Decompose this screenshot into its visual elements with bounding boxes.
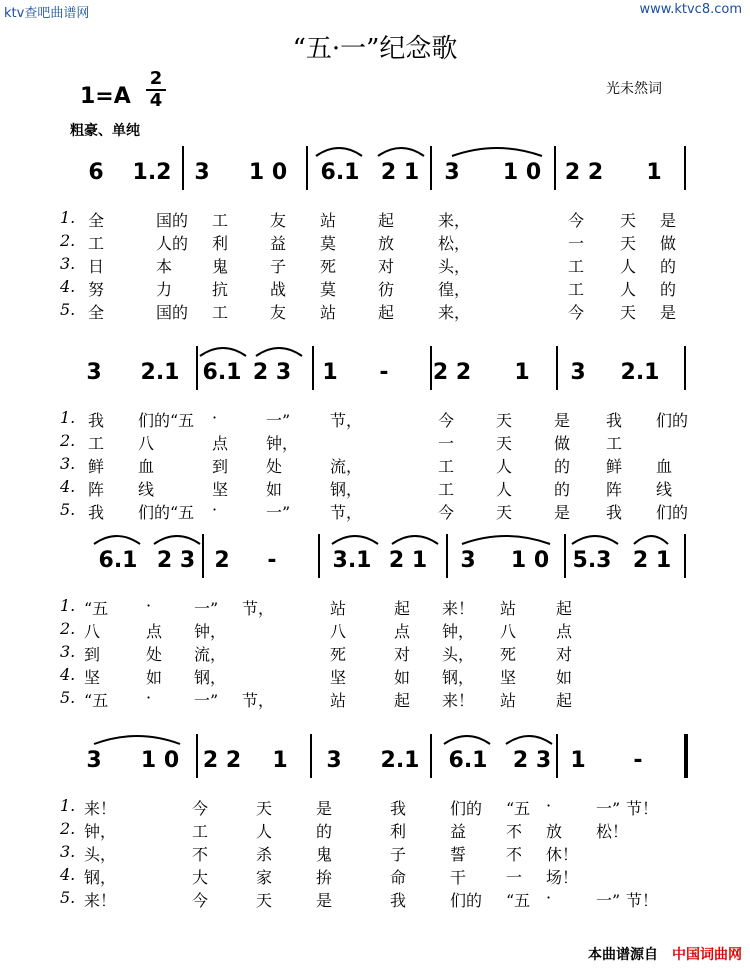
lyric-syllable: 天 [620,303,637,322]
verse-number: 2. [60,819,76,838]
note: 2 [214,548,230,573]
lyric-syllable: 节， [242,599,275,618]
watermark-right: www.ktvc8.com [639,2,742,17]
lyric-syllable: 阵 [88,480,105,499]
lyric-syllable: 做 [554,434,571,453]
lyric-syllable: 点 [394,622,411,641]
lyric-syllable: 如 [394,668,411,687]
lyric-syllable: 对 [556,645,573,664]
lyric-syllable: 日 [88,257,105,276]
note: 2 1 [632,548,672,573]
note: 3 [194,160,210,185]
note: 2 2 [564,160,604,185]
lyric-syllable: 友 [270,303,287,322]
lyric-syllable: 到 [84,645,101,664]
lyric-syllable: 工 [568,257,585,276]
lyric-syllable: 天 [256,891,273,910]
lyric-syllable: 钟， [266,434,299,453]
lyric-syllable: 节！ [626,891,659,910]
lyric-syllable: 死 [320,257,337,276]
lyric-syllable: 我 [606,503,623,522]
lyric-syllable: 我 [88,411,105,430]
lyric-syllable: 起 [378,303,395,322]
note: 1 [272,748,288,773]
lyric-syllable: 到 [212,457,229,476]
lyric-syllable: 人的 [156,234,189,253]
lyric-syllable: 天 [496,503,513,522]
lyric-syllable: 誓 [450,845,467,864]
lyric-syllable: 们的 [656,411,689,430]
verse-number: 5. [60,500,76,519]
lyric-syllable: 子 [390,845,407,864]
lyric-syllable: 抗 [212,280,229,299]
note: 6 [88,160,104,185]
verse-number: 5. [60,888,76,907]
lyric-syllable: 休！ [546,845,579,864]
lyric-syllable: 坚 [500,668,517,687]
note: 1 0 [510,548,550,573]
lyric-syllable: 八 [500,622,517,641]
verse-number: 4. [60,665,76,684]
note: 5.3 [572,548,612,573]
note: 2.1 [620,360,660,385]
slur-marks [0,548,750,588]
lyric-syllable: 站 [320,303,337,322]
lyric-syllable: 不 [506,822,523,841]
lyric-syllable: “五 [506,799,531,818]
slur-arc [200,348,246,356]
lyric-syllable: 天 [256,799,273,818]
lyric-syllable: 来！ [84,799,117,818]
lyric-syllable: 工 [438,480,455,499]
lyric-syllable: 全 [88,211,105,230]
lyric-syllable: 鬼 [316,845,333,864]
lyric-line [60,454,680,476]
lyric-syllable: 钟， [84,822,117,841]
lyric-syllable: 起 [556,691,573,710]
lyric-syllable: 国的 [156,211,189,230]
lyric-syllable: · [212,408,218,427]
lyric-syllable: 是 [316,799,333,818]
lyric-syllable: 鲜 [88,457,105,476]
lyric-syllable: 钢， [84,868,117,887]
lyric-syllable: 的 [554,480,571,499]
time-signature-top: 2 [149,68,163,89]
lyric-syllable: 我 [606,411,623,430]
slur-arc [392,536,438,544]
slur-arc [462,536,550,544]
verse-number: 2. [60,431,76,450]
lyric-syllable: 工 [606,434,623,453]
lyric-syllable: 天 [496,434,513,453]
note: 1 0 [248,160,288,185]
lyric-syllable: 站 [500,691,517,710]
lyric-syllable: 利 [212,234,229,253]
slur-arc [634,536,668,544]
lyric-syllable: 莫 [320,234,337,253]
note: 1 [646,160,662,185]
lyric-syllable: 们的 [450,799,483,818]
lyric-syllable: 天 [620,211,637,230]
lyric-syllable: 一 [438,434,455,453]
lyric-syllable: 全 [88,303,105,322]
verse-number: 1. [60,796,76,815]
lyric-syllable: 工 [212,211,229,230]
lyric-syllable: 杀 [256,845,273,864]
slur-arc [316,148,362,156]
lyric-syllable: 我 [390,799,407,818]
lyric-syllable: 坚 [84,668,101,687]
lyric-syllable: 死 [330,645,347,664]
lyric-syllable: 今 [192,891,209,910]
source-note [588,944,742,964]
note: 2.1 [380,748,420,773]
lyric-syllable: 努 [88,280,105,299]
lyric-syllable: 血 [138,457,155,476]
slur-arc [444,736,490,744]
lyric-syllable: 人 [256,822,273,841]
lyric-syllable: 起 [378,211,395,230]
lyric-syllable: 天 [496,411,513,430]
lyric-syllable: 流， [330,457,363,476]
lyric-syllable: 是 [554,411,571,430]
source-note-label: 本曲谱源自 [588,947,658,963]
verse-number: 3. [60,642,76,661]
lyric-syllable: 人 [620,257,637,276]
lyric-syllable: 对 [394,645,411,664]
lyric-line [60,596,680,618]
lyric-line [60,688,680,710]
lyric-syllable: 头， [442,645,475,664]
lyric-line [60,300,680,322]
lyric-syllable: 起 [556,599,573,618]
lyric-syllable: 做 [660,234,677,253]
note: 3 [570,360,586,385]
note: 3 [444,160,460,185]
lyric-line [60,277,680,299]
lyric-syllable: 一” [194,599,219,618]
lyric-syllable: 莫 [320,280,337,299]
lyric-line [60,888,680,910]
lyric-syllable: 是 [660,303,677,322]
lyric-line [60,408,689,430]
note: - [267,548,277,573]
slur-arc [332,536,378,544]
lyric-syllable: 干 [450,868,467,887]
lyric-syllable: 们的 [656,503,689,522]
lyric-syllable: 的 [316,822,333,841]
slur-arc [256,348,302,356]
lyric-syllable: 们的“五 [138,503,195,522]
note: 6.1 [320,160,360,185]
lyric-syllable: 钢， [442,668,475,687]
lyric-syllable: 鬼 [212,257,229,276]
lyric-syllable: 工 [438,457,455,476]
lyric-syllable: 阵 [606,480,623,499]
lyric-syllable: 节， [242,691,275,710]
lyric-syllable: · [146,688,152,707]
lyric-syllable: 一” [596,799,621,818]
verse-number: 1. [60,596,76,615]
slur-arc [452,148,542,156]
lyric-syllable: 益 [450,822,467,841]
lyric-line [60,865,680,887]
lyric-syllable: “五 [84,691,109,710]
lyric-syllable: 起 [394,691,411,710]
lyric-line [60,642,680,664]
lyric-syllable: “五 [506,891,531,910]
lyric-syllable: 工 [192,822,209,841]
note: 3 [86,748,102,773]
lyric-syllable: 钟， [442,622,475,641]
lyric-syllable: 线 [138,480,155,499]
lyric-syllable: “五 [84,599,109,618]
lyric-syllable: 的 [554,457,571,476]
lyric-syllable: 利 [390,822,407,841]
lyric-syllable: 是 [660,211,677,230]
lyric-syllable: 子 [270,257,287,276]
note: 3 [86,360,102,385]
lyricist-credit: 光未然词 [606,81,662,97]
lyric-syllable: 节， [330,411,363,430]
source-note-site: 中国词曲网 [672,947,742,963]
verse-number: 4. [60,477,76,496]
slur-marks [0,748,750,788]
lyric-syllable: 益 [270,234,287,253]
lyric-syllable: 点 [212,434,229,453]
verse-number: 4. [60,277,76,296]
note: - [633,748,643,773]
lyric-syllable: 的 [660,280,677,299]
note: 2 1 [388,548,428,573]
lyric-line [60,500,689,522]
watermark-left: ktv查吧曲谱网 [4,6,90,21]
lyric-syllable: 徨， [438,280,471,299]
lyric-line [60,431,680,453]
verse-number: 2. [60,231,76,250]
lyric-syllable: 工 [568,280,585,299]
note: 1 [514,360,530,385]
note: 3.1 [332,548,372,573]
lyric-syllable: 国的 [156,303,189,322]
lyric-syllable: 站 [500,599,517,618]
lyric-syllable: 我 [88,503,105,522]
slur-arc [378,148,424,156]
lyric-syllable: 线 [656,480,673,499]
note: 1 0 [140,748,180,773]
lyric-syllable: 我 [390,891,407,910]
lyric-syllable: 站 [320,211,337,230]
lyric-syllable: 不 [192,845,209,864]
lyric-syllable: 节， [330,503,363,522]
lyric-syllable: 钢， [330,480,363,499]
note: 2 1 [380,160,420,185]
note: 1 0 [502,160,542,185]
lyric-syllable: 本 [156,257,173,276]
lyric-syllable: 天 [620,234,637,253]
lyric-line [60,842,680,864]
note: 1 [570,748,586,773]
lyric-syllable: 松！ [596,822,629,841]
lyric-syllable: 一 [506,868,523,887]
lyric-line [60,231,680,253]
lyric-line [60,796,680,818]
lyric-syllable: · [146,596,152,615]
lyric-syllable: 人 [496,457,513,476]
note: 1.2 [132,160,172,185]
lyric-syllable: 血 [656,457,673,476]
lyric-syllable: 一” [266,503,291,522]
lyric-syllable: 人 [620,280,637,299]
slur-arc [94,536,140,544]
lyric-syllable: 的 [660,257,677,276]
verse-number: 3. [60,254,76,273]
verse-number: 3. [60,454,76,473]
lyric-syllable: 八 [84,622,101,641]
lyric-syllable: 不 [506,845,523,864]
note: - [379,360,389,385]
slur-marks [0,160,750,200]
lyric-line [60,819,680,841]
lyric-syllable: 来， [438,303,471,322]
lyric-line [60,208,680,230]
lyric-syllable: 们的 [450,891,483,910]
note: 2.1 [140,360,180,385]
lyric-line [60,477,680,499]
lyric-syllable: 今 [438,411,455,430]
lyric-syllable: 站 [330,691,347,710]
time-signature-bottom: 4 [149,90,163,111]
lyric-syllable: 拚 [316,868,333,887]
lyric-line [60,665,680,687]
lyric-syllable: 友 [270,211,287,230]
verse-number: 5. [60,688,76,707]
lyric-syllable: 是 [554,503,571,522]
verse-number: 2. [60,619,76,638]
lyric-syllable: 一” [266,411,291,430]
lyric-syllable: 松， [438,234,471,253]
lyric-syllable: 今 [192,799,209,818]
lyric-syllable: 一” [194,691,219,710]
lyric-syllable: 家 [256,868,273,887]
lyric-syllable: 工 [88,434,105,453]
song-title: “五·一”纪念歌 [292,34,458,64]
lyric-syllable: 大 [192,868,209,887]
note: 2 3 [156,548,196,573]
lyric-syllable: 战 [270,280,287,299]
lyric-syllable: 坚 [212,480,229,499]
lyric-syllable: 今 [568,303,585,322]
verse-number: 1. [60,408,76,427]
key-signature: 1=A [80,84,131,109]
lyric-syllable: · [212,500,218,519]
time-signature [146,70,166,110]
lyric-syllable: 一” [596,891,621,910]
note: 2 2 [202,748,242,773]
note: 3 [460,548,476,573]
note: 6.1 [202,360,242,385]
lyric-syllable: · [546,888,552,907]
note: 6.1 [448,748,488,773]
lyric-line [60,254,680,276]
lyric-syllable: 放 [546,822,563,841]
note: 6.1 [98,548,138,573]
lyric-syllable: 工 [212,303,229,322]
lyric-syllable: 今 [438,503,455,522]
lyric-line [60,619,680,641]
lyric-syllable: 起 [394,599,411,618]
lyric-syllable: 流， [194,645,227,664]
slur-arc [94,736,180,744]
lyric-syllable: 如 [266,480,283,499]
lyric-syllable: 力 [156,280,173,299]
lyric-syllable: · [546,796,552,815]
lyric-syllable: 坚 [330,668,347,687]
lyric-syllable: 如 [146,668,163,687]
lyric-syllable: 头， [84,845,117,864]
lyric-syllable: 彷 [378,280,395,299]
lyric-syllable: 头， [438,257,471,276]
lyric-syllable: 钟， [194,622,227,641]
slur-arc [154,536,200,544]
note: 2 2 [432,360,472,385]
lyric-syllable: 点 [146,622,163,641]
lyric-syllable: 站 [330,599,347,618]
lyric-syllable: 八 [138,434,155,453]
verse-number: 4. [60,865,76,884]
lyric-syllable: 命 [390,868,407,887]
lyric-syllable: 鲜 [606,457,623,476]
note: 2 3 [512,748,552,773]
slur-arc [572,536,618,544]
lyric-syllable: 死 [500,645,517,664]
verse-number: 3. [60,842,76,861]
lyric-syllable: 处 [266,457,283,476]
lyric-syllable: 今 [568,211,585,230]
lyric-syllable: 们的“五 [138,411,195,430]
lyric-syllable: 点 [556,622,573,641]
lyric-syllable: 如 [556,668,573,687]
slur-arc [506,736,552,744]
lyric-syllable: 人 [496,480,513,499]
lyric-syllable: 是 [316,891,333,910]
lyric-syllable: 工 [88,234,105,253]
lyric-syllable: 八 [330,622,347,641]
lyric-syllable: 来， [438,211,471,230]
verse-number: 5. [60,300,76,319]
note: 2 3 [252,360,292,385]
verse-number: 1. [60,208,76,227]
note: 3 [326,748,342,773]
lyric-syllable: 来！ [84,891,117,910]
lyric-syllable: 处 [146,645,163,664]
lyric-syllable: 一 [568,234,585,253]
note: 1 [322,360,338,385]
lyric-syllable: 对 [378,257,395,276]
lyric-syllable: 来！ [442,691,475,710]
lyric-syllable: 钢， [194,668,227,687]
lyric-syllable: 放 [378,234,395,253]
tempo-marking: 粗豪、单纯 [70,123,140,139]
slur-marks [0,360,750,400]
lyric-syllable: 节！ [626,799,659,818]
lyric-syllable: 场！ [546,868,579,887]
lyric-syllable: 来！ [442,599,475,618]
